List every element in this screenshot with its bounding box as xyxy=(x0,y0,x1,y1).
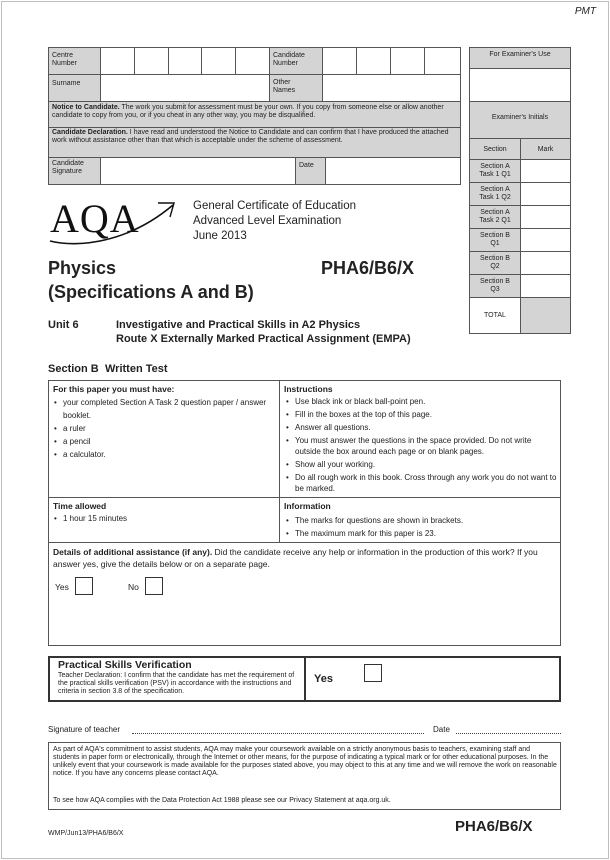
unit-title-2: Route X Externally Marked Practical Assignment (EMPA) xyxy=(116,333,411,345)
centre-number-box-2[interactable] xyxy=(134,47,169,75)
examiner-mark-field[interactable] xyxy=(520,274,571,298)
date-label: Date xyxy=(299,162,314,169)
qualification-line-3: June 2013 xyxy=(193,230,247,242)
examiner-initials-label: Examiner's Initials xyxy=(491,114,549,121)
section-column-header: Section xyxy=(483,146,507,153)
list-item: • Show all your working. xyxy=(283,459,557,470)
footer-notice-paragraph-1: As part of AQA's commitment to assist students, AQA may make your coursework available on a strictly anonymous basis to teachers, examining staff and students in paper form or electronically, through the Internet or other means, for the purpose of indicating a typical mark or for other educational purposes. In the unlikely event that your coursework is made available for the purposes stated above, you may object to this at any time and we will remove the work on reasonable notice. If you have any concerns please contact AQA. xyxy=(53,746,557,777)
assistance-yes-checkbox[interactable] xyxy=(75,577,93,595)
time-allowed-list xyxy=(51,514,276,524)
examiner-row-label: Section A Task 1 Q2 xyxy=(479,186,511,201)
centre-number-box-1[interactable] xyxy=(100,47,135,75)
examiner-initials-field[interactable] xyxy=(469,68,571,102)
examiner-row-label: Section B Q2 xyxy=(480,255,510,270)
declaration-heading: Candidate Declaration. xyxy=(52,129,128,136)
signature-label: Candidate Signature xyxy=(52,160,84,175)
pmt-label: PMT xyxy=(574,6,596,17)
information-heading: Information xyxy=(284,501,331,511)
notice-heading: Notice to Candidate. xyxy=(52,104,120,111)
list-item: • Answer all questions. xyxy=(283,422,557,433)
examiner-mark-field[interactable] xyxy=(520,205,571,229)
examiner-use-title: For Examiner's Use xyxy=(489,51,551,58)
time-allowed-heading: Time allowed xyxy=(53,501,107,511)
candidate-number-box-1[interactable] xyxy=(322,47,357,75)
qualification-line-2: Advanced Level Examination xyxy=(193,215,342,227)
materials-list xyxy=(51,396,276,461)
candidate-number-box-3[interactable] xyxy=(390,47,425,75)
examiner-total-field[interactable] xyxy=(520,297,571,334)
information-list xyxy=(283,514,557,540)
time-allowed-value: • 1 hour 15 minutes xyxy=(51,514,276,524)
surname-field[interactable] xyxy=(100,74,270,102)
notice-to-candidate xyxy=(52,104,452,120)
assistance-heading: Details of additional assistance (if any). xyxy=(53,547,213,557)
examiner-row-label: Section B Q3 xyxy=(480,278,510,293)
section-name: Written Test xyxy=(105,363,168,375)
surname-label-cell xyxy=(48,74,101,102)
footer-notice-paragraph-2: To see how AQA complies with the Data Protection Act 1988 please see our Privacy Statement at aqa.org.uk. xyxy=(53,797,391,804)
list-item: • The marks for questions are shown in brackets. xyxy=(283,514,557,527)
footer-paper-code: PHA6/B6/X xyxy=(455,818,533,835)
teacher-date-label: Date xyxy=(433,725,450,734)
list-item: • a pencil xyxy=(51,435,276,448)
psv-declaration: Teacher Declaration: I confirm that the candidate has met the requirement of the practical skills verification (PSV) in accordance with the instructions and criteria in section 3.8 of the specification. xyxy=(58,672,295,695)
section-label: Section B xyxy=(48,363,99,375)
list-item: • a calculator. xyxy=(51,448,276,461)
centre-number-box-4[interactable] xyxy=(201,47,236,75)
examiner-mark-field[interactable] xyxy=(520,251,571,275)
list-item: • Do all rough work in this book. Cross through any work you do not want to be marked. xyxy=(283,472,557,494)
instructions-divider-vertical xyxy=(279,380,280,543)
other-names-field[interactable] xyxy=(322,74,461,102)
list-item: • a ruler xyxy=(51,422,276,435)
aqa-logo xyxy=(48,193,178,248)
teacher-signature-line[interactable] xyxy=(132,733,424,734)
examiner-row-label: Section B Q1 xyxy=(480,232,510,247)
psv-yes-checkbox[interactable] xyxy=(364,664,382,682)
examiner-row-label: Section A Task 1 Q1 xyxy=(479,163,511,178)
psv-divider xyxy=(304,656,306,702)
mark-column-header: Mark xyxy=(537,146,554,153)
assistance-no-checkbox[interactable] xyxy=(145,577,163,595)
assistance-question: Did the candidate receive any help or information in the production of this work? If you answer yes, give the details below or on a separate page. xyxy=(53,547,538,569)
materials-heading: For this paper you must have: xyxy=(53,384,175,394)
candidate-declaration xyxy=(52,129,452,145)
paper-code: PHA6/B6/X xyxy=(321,258,415,278)
footer-reference: WMP/Jun13/PHA6/B6/X xyxy=(48,830,124,837)
psv-title: Practical Skills Verification xyxy=(58,659,192,671)
list-item: • Use black ink or black ball-point pen. xyxy=(283,396,557,407)
examiner-total-label: TOTAL xyxy=(484,312,506,319)
centre-number-box-5[interactable] xyxy=(235,47,270,75)
declaration-text: I have read and understood the Notice to Candidate and can confirm that I have produced the attached work without assistance other than that which is acceptable under the scheme of assessment. xyxy=(52,129,449,144)
teacher-date-line[interactable] xyxy=(456,733,561,734)
assistance-yes-label: Yes xyxy=(55,582,69,592)
other-names-label: Other Names xyxy=(273,79,296,94)
unit-label: Unit 6 xyxy=(48,319,79,331)
list-item: • Fill in the boxes at the top of this page. xyxy=(283,409,557,420)
date-field[interactable] xyxy=(325,157,461,185)
list-item: • You must answer the questions in the space provided. Do not write outside the box around each page or on blank pages. xyxy=(283,435,557,457)
candidate-number-box-4[interactable] xyxy=(424,47,461,75)
candidate-number-label: Candidate Number xyxy=(273,52,305,67)
assistance-text xyxy=(53,546,555,570)
candidate-signature-field[interactable] xyxy=(100,157,296,185)
list-item: • your completed Section A Task 2 question paper / answer booklet. xyxy=(51,396,276,422)
examiner-mark-field[interactable] xyxy=(520,182,571,206)
centre-number-label: Centre Number xyxy=(52,52,77,67)
subject-subtitle: (Specifications A and B) xyxy=(48,282,254,302)
centre-number-box-3[interactable] xyxy=(168,47,202,75)
instructions-list xyxy=(283,396,557,496)
subject-title: Physics xyxy=(48,258,117,278)
candidate-number-box-2[interactable] xyxy=(356,47,391,75)
instructions-divider-horizontal xyxy=(48,497,561,498)
psv-yes-label: Yes xyxy=(314,673,333,685)
surname-label: Surname xyxy=(52,80,81,87)
teacher-signature-label: Signature of teacher xyxy=(48,725,121,734)
aqa-logo-text: AQA xyxy=(50,196,140,241)
examiner-row-label: Section A Task 2 Q1 xyxy=(479,209,511,224)
qualification-line-1: General Certificate of Education xyxy=(193,200,357,212)
list-item: • The maximum mark for this paper is 23. xyxy=(283,527,557,540)
instructions-heading: Instructions xyxy=(284,384,333,394)
notice-text: The work you submit for assessment must be your own. If you copy from someone else or allow another candidate to copy from you, or if you cheat in any other way, you may be disqualified. xyxy=(52,104,444,119)
unit-title-1: Investigative and Practical Skills in A2 Physics xyxy=(116,319,361,331)
examiner-mark-field[interactable] xyxy=(520,159,571,183)
assistance-no-label: No xyxy=(128,582,139,592)
examiner-mark-field[interactable] xyxy=(520,228,571,252)
